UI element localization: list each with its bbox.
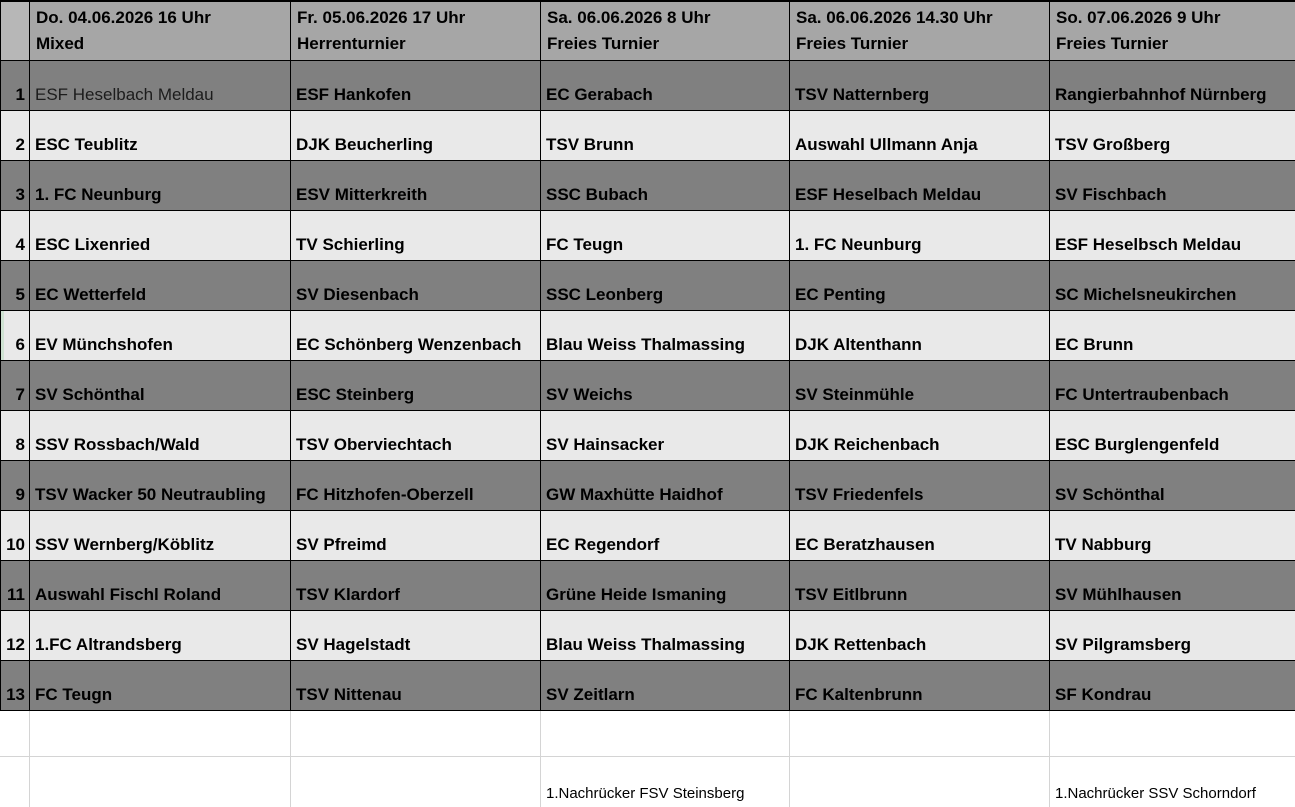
team-cell-r6-c5[interactable]: EC Brunn	[1050, 311, 1295, 361]
table-row	[0, 561, 1295, 611]
team-cell-r8-c3[interactable]: SV Hainsacker	[541, 411, 790, 461]
team-cell-r12-c1[interactable]: 1.FC Altrandsberg	[30, 611, 291, 661]
column-4-date: Sa. 06.06.2026 14.30 Uhr	[796, 8, 993, 27]
row-number-header[interactable]	[0, 2, 30, 61]
nachruecker-cell-col5[interactable]: 1.Nachrücker SSV Schorndorf	[1050, 757, 1295, 807]
team-cell-r1-c4[interactable]: TSV Natternberg	[790, 61, 1050, 111]
team-cell-r12-c4[interactable]: DJK Rettenbach	[790, 611, 1050, 661]
team-cell-r2-c1[interactable]: ESC Teublitz	[30, 111, 291, 161]
row-number[interactable]: 1	[0, 61, 30, 111]
row-number[interactable]: 9	[0, 461, 30, 511]
team-cell-r2-c2[interactable]: DJK Beucherling	[291, 111, 541, 161]
nachruecker-row	[0, 757, 1295, 807]
row-number[interactable]: 8	[0, 411, 30, 461]
column-3-date: Sa. 06.06.2026 8 Uhr	[547, 8, 711, 27]
column-header-5[interactable]	[1050, 2, 1295, 61]
column-4-title: Freies Turnier	[796, 34, 909, 53]
team-cell-r10-c3[interactable]: EC Regendorf	[541, 511, 790, 561]
column-header-3[interactable]	[541, 2, 790, 61]
team-cell-r10-c1[interactable]: SSV Wernberg/Köblitz	[30, 511, 291, 561]
team-cell-r13-c5[interactable]: SF Kondrau	[1050, 661, 1295, 711]
empty-row	[0, 711, 1295, 757]
empty-cell[interactable]	[30, 711, 291, 757]
team-cell-r7-c2[interactable]: ESC Steinberg	[291, 361, 541, 411]
empty-cell[interactable]	[0, 757, 30, 807]
team-cell-r8-c1[interactable]: SSV Rossbach/Wald	[30, 411, 291, 461]
team-cell-r3-c2[interactable]: ESV Mitterkreith	[291, 161, 541, 211]
team-cell-r7-c1[interactable]: SV Schönthal	[30, 361, 291, 411]
team-cell-r8-c2[interactable]: TSV Oberviechtach	[291, 411, 541, 461]
team-cell-r6-c3[interactable]: Blau Weiss Thalmassing	[541, 311, 790, 361]
team-cell-r1-c1[interactable]: ESF Heselbach Meldau	[30, 61, 291, 111]
empty-cell[interactable]	[30, 757, 291, 807]
team-cell-r4-c1[interactable]: ESC Lixenried	[30, 211, 291, 261]
table-row	[0, 511, 1295, 561]
team-cell-r9-c3[interactable]: GW Maxhütte Haidhof	[541, 461, 790, 511]
row-number[interactable]: 10	[0, 511, 30, 561]
row-number[interactable]: 13	[0, 661, 30, 711]
team-cell-r8-c5[interactable]: ESC Burglengenfeld	[1050, 411, 1295, 461]
row-number[interactable]: 2	[0, 111, 30, 161]
column-2-title: Herrenturnier	[297, 34, 406, 53]
team-cell-r1-c3[interactable]: EC Gerabach	[541, 61, 790, 111]
team-cell-r11-c1[interactable]: Auswahl Fischl Roland	[30, 561, 291, 611]
team-cell-r4-c4[interactable]: 1. FC Neunburg	[790, 211, 1050, 261]
empty-cell[interactable]	[0, 711, 30, 757]
header-row	[0, 2, 1295, 61]
nachruecker-cell-col3[interactable]: 1.Nachrücker FSV Steinsberg	[541, 757, 790, 807]
team-cell-r5-c3[interactable]: SSC Leonberg	[541, 261, 790, 311]
column-5-title: Freies Turnier	[1056, 34, 1169, 53]
column-1-date: Do. 04.06.2026 16 Uhr	[36, 8, 211, 27]
table-row	[0, 611, 1295, 661]
table-row	[0, 411, 1295, 461]
empty-cell[interactable]	[790, 757, 1050, 807]
empty-cell[interactable]	[541, 711, 790, 757]
table-row	[0, 211, 1295, 261]
row-number[interactable]: 7	[0, 361, 30, 411]
team-cell-r13-c4[interactable]: FC Kaltenbrunn	[790, 661, 1050, 711]
team-cell-r4-c2[interactable]: TV Schierling	[291, 211, 541, 261]
team-cell-r7-c4[interactable]: SV Steinmühle	[790, 361, 1050, 411]
team-cell-r5-c4[interactable]: EC Penting	[790, 261, 1050, 311]
team-cell-r4-c5[interactable]: ESF Heselbsch Meldau	[1050, 211, 1295, 261]
team-cell-r10-c2[interactable]: SV Pfreimd	[291, 511, 541, 561]
column-2-date: Fr. 05.06.2026 17 Uhr	[297, 8, 466, 27]
team-cell-r3-c4[interactable]: ESF Heselbach Meldau	[790, 161, 1050, 211]
team-cell-r9-c1[interactable]: TSV Wacker 50 Neutraubling	[30, 461, 291, 511]
team-cell-r12-c2[interactable]: SV Hagelstadt	[291, 611, 541, 661]
empty-cell[interactable]	[291, 711, 541, 757]
row-number[interactable]: 3	[0, 161, 30, 211]
team-cell-r1-c2[interactable]: ESF Hankofen	[291, 61, 541, 111]
column-header-4[interactable]	[790, 2, 1050, 61]
team-cell-r9-c4[interactable]: TSV Friedenfels	[790, 461, 1050, 511]
row-number[interactable]: 11	[0, 561, 30, 611]
team-rows	[0, 61, 1295, 711]
table-row	[0, 661, 1295, 711]
row-number[interactable]: 4	[0, 211, 30, 261]
team-cell-r7-c3[interactable]: SV Weichs	[541, 361, 790, 411]
table-row	[0, 61, 1295, 111]
team-cell-r6-c1[interactable]: EV Münchshofen	[30, 311, 291, 361]
team-cell-r2-c5[interactable]: TSV Großberg	[1050, 111, 1295, 161]
team-cell-r5-c5[interactable]: SC Michelsneukirchen	[1050, 261, 1295, 311]
team-cell-r11-c5[interactable]: SV Mühlhausen	[1050, 561, 1295, 611]
team-cell-r12-c3[interactable]: Blau Weiss Thalmassing	[541, 611, 790, 661]
empty-cell[interactable]	[1050, 711, 1295, 757]
column-1-title: Mixed	[36, 34, 85, 53]
team-cell-r9-c5[interactable]: SV Schönthal	[1050, 461, 1295, 511]
column-header-1[interactable]	[30, 2, 291, 61]
row-number[interactable]: 12	[0, 611, 30, 661]
team-cell-r5-c2[interactable]: SV Diesenbach	[291, 261, 541, 311]
team-cell-r10-c4[interactable]: EC Beratzhausen	[790, 511, 1050, 561]
table-row	[0, 311, 1295, 361]
team-cell-r11-c3[interactable]: Grüne Heide Ismaning	[541, 561, 790, 611]
row-number[interactable]: 6	[0, 311, 30, 361]
team-cell-r3-c1[interactable]: 1. FC Neunburg	[30, 161, 291, 211]
team-cell-r6-c2[interactable]: EC Schönberg Wenzenbach	[291, 311, 541, 361]
column-header-2[interactable]	[291, 2, 541, 61]
team-cell-r13-c2[interactable]: TSV Nittenau	[291, 661, 541, 711]
team-cell-r3-c5[interactable]: SV Fischbach	[1050, 161, 1295, 211]
team-cell-r10-c5[interactable]: TV Nabburg	[1050, 511, 1295, 561]
team-cell-r7-c5[interactable]: FC Untertraubenbach	[1050, 361, 1295, 411]
column-5-date: So. 07.06.2026 9 Uhr	[1056, 8, 1221, 27]
empty-cell[interactable]	[790, 711, 1050, 757]
team-cell-r8-c4[interactable]: DJK Reichenbach	[790, 411, 1050, 461]
row-number[interactable]: 5	[0, 261, 30, 311]
team-cell-r11-c2[interactable]: TSV Klardorf	[291, 561, 541, 611]
team-cell-r3-c3[interactable]: SSC Bubach	[541, 161, 790, 211]
table-row	[0, 361, 1295, 411]
empty-cell[interactable]	[291, 757, 541, 807]
team-cell-r2-c4[interactable]: Auswahl Ullmann Anja	[790, 111, 1050, 161]
team-cell-r13-c3[interactable]: SV Zeitlarn	[541, 661, 790, 711]
team-cell-r9-c2[interactable]: FC Hitzhofen-Oberzell	[291, 461, 541, 511]
table-row	[0, 461, 1295, 511]
table-row	[0, 111, 1295, 161]
team-cell-r5-c1[interactable]: EC Wetterfeld	[30, 261, 291, 311]
team-cell-r12-c5[interactable]: SV Pilgramsberg	[1050, 611, 1295, 661]
table-row	[0, 161, 1295, 211]
team-cell-r13-c1[interactable]: FC Teugn	[30, 661, 291, 711]
team-cell-r11-c4[interactable]: TSV Eitlbrunn	[790, 561, 1050, 611]
team-cell-r4-c3[interactable]: FC Teugn	[541, 211, 790, 261]
table-row	[0, 261, 1295, 311]
team-cell-r1-c5[interactable]: Rangierbahnhof Nürnberg	[1050, 61, 1295, 111]
team-cell-r2-c3[interactable]: TSV Brunn	[541, 111, 790, 161]
column-3-title: Freies Turnier	[547, 34, 660, 53]
team-cell-r6-c4[interactable]: DJK Altenthann	[790, 311, 1050, 361]
